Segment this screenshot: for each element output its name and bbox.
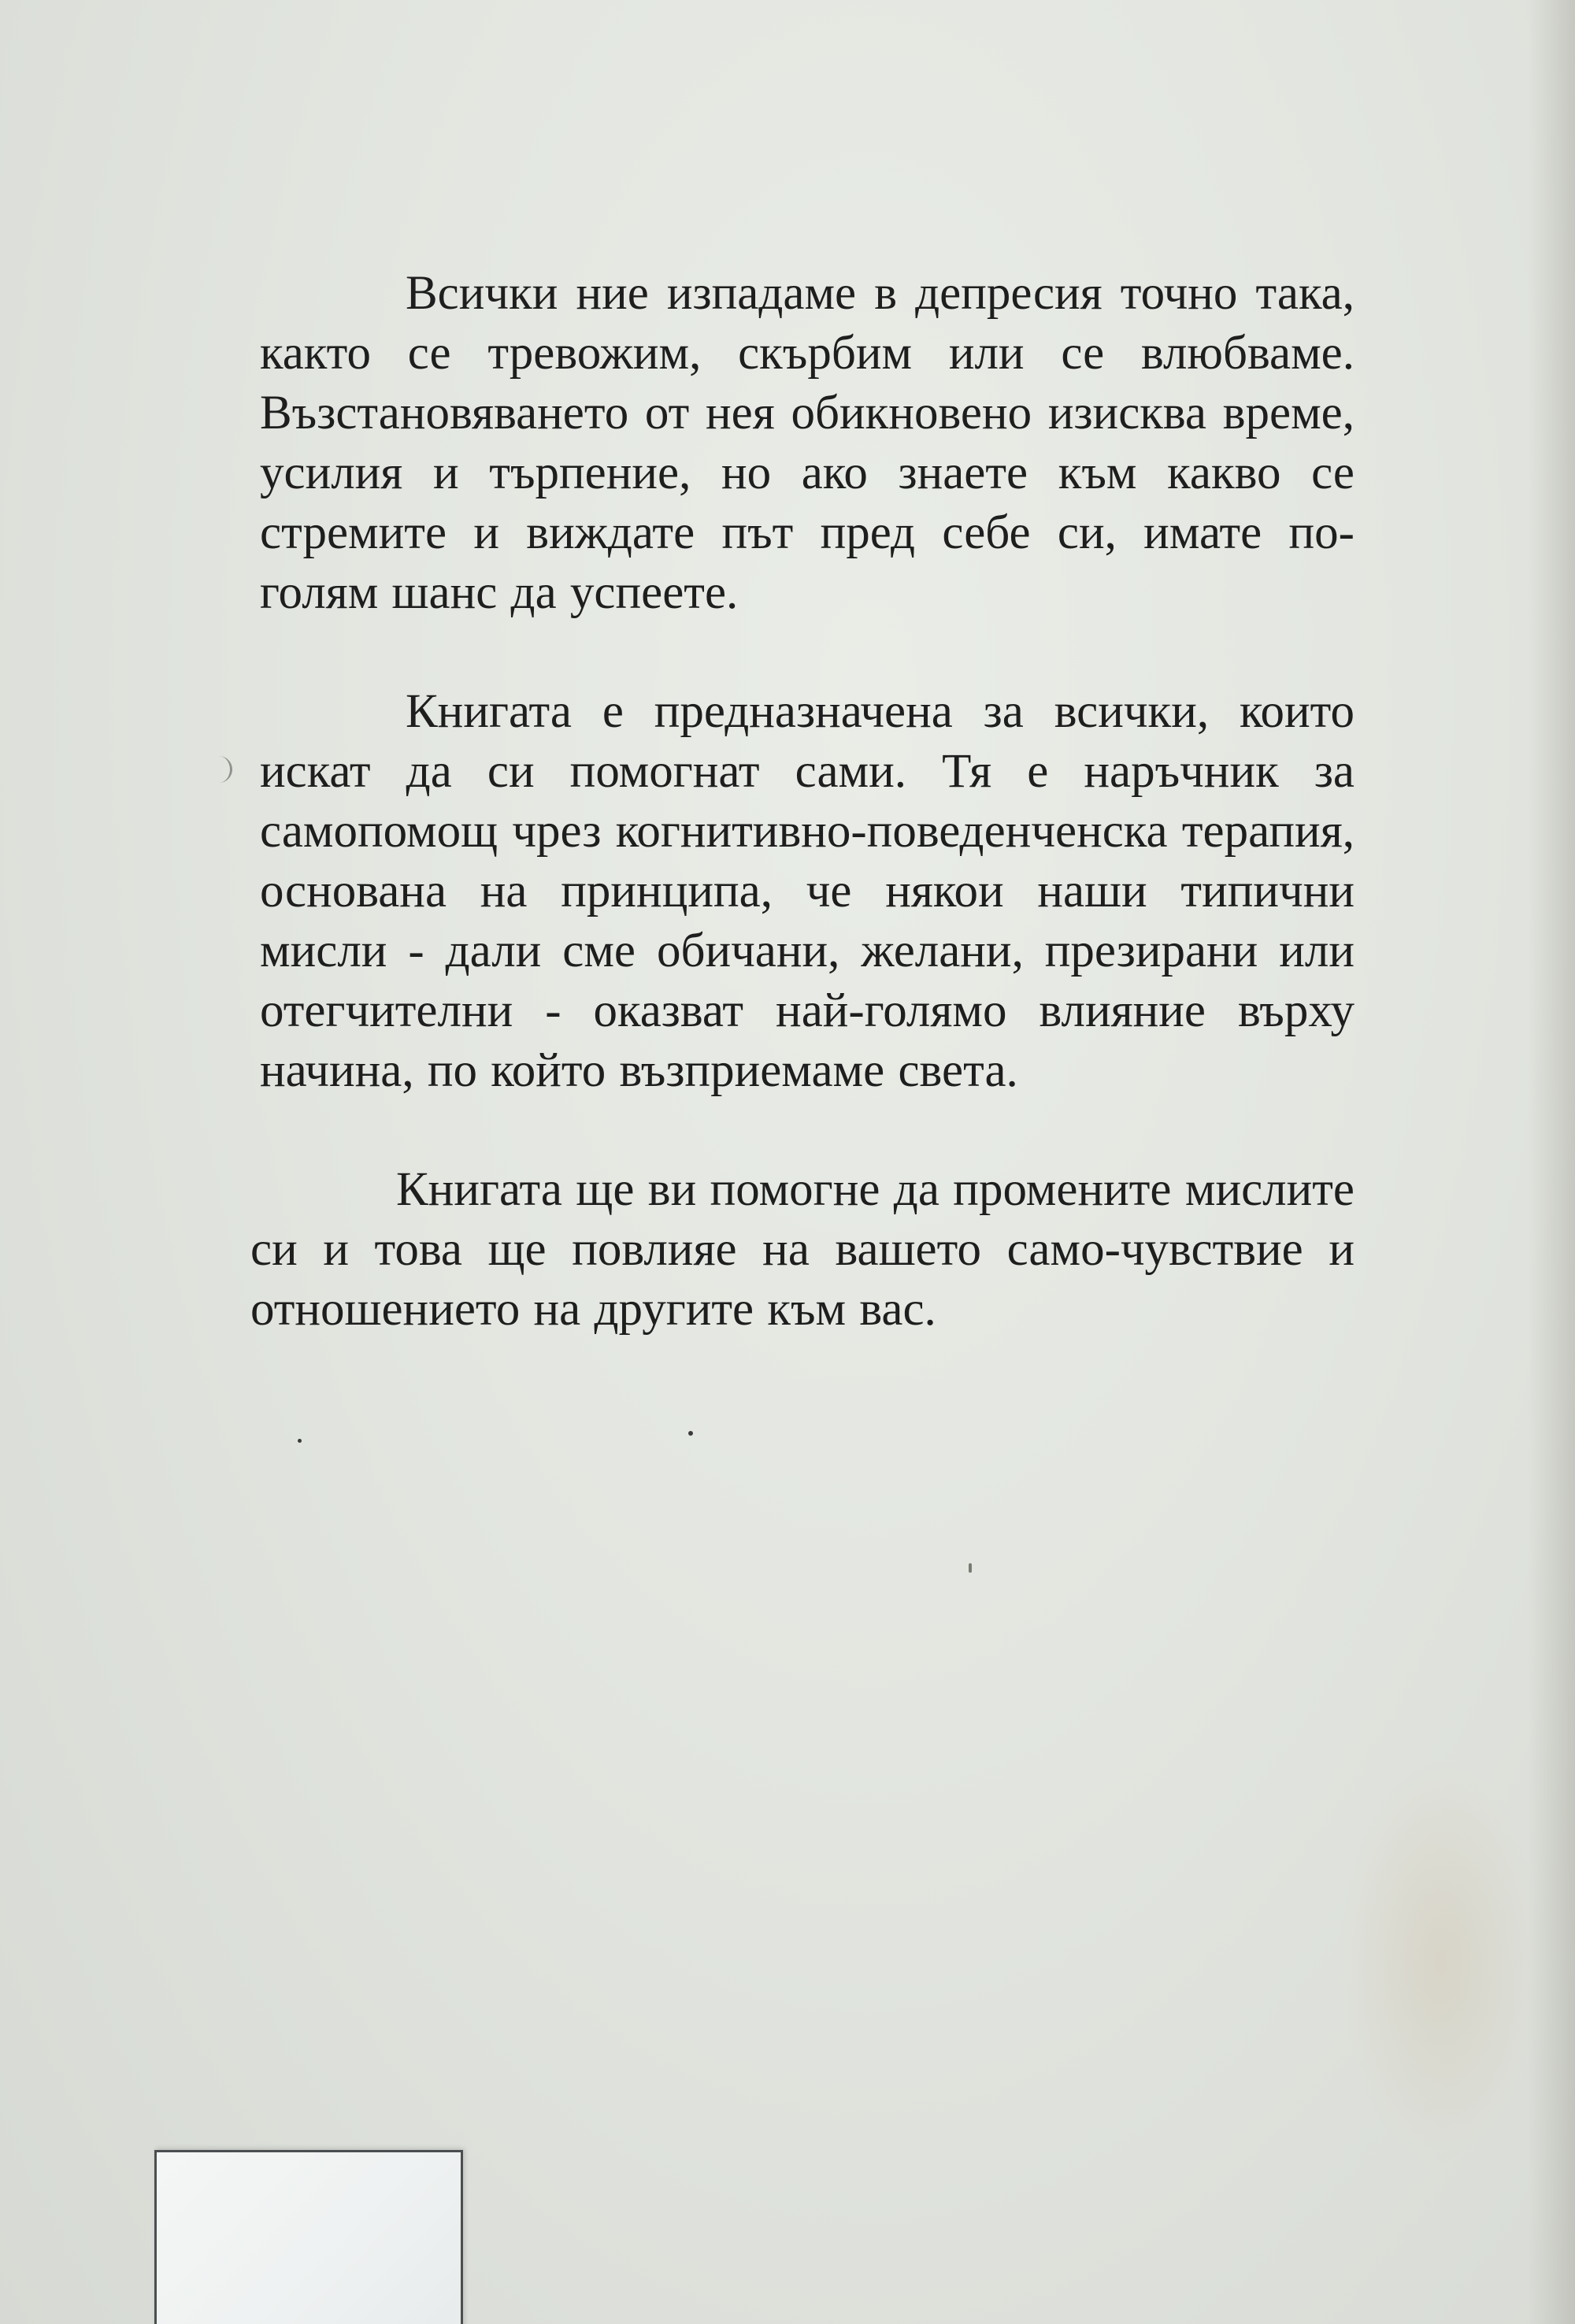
page-crease-mark [219,756,232,783]
cover-stain [1339,1757,1544,2166]
blurb-paragraph-2: Книгата е предназначена за всички, които искат да си помогнат сами. Тя е наръчник за самопомощ чрез когнитивно-поведенченска терапия, основана на принципа, че някои наши типични мисли - дали сме обичани, желани, презирани или отегчителни - оказват най-голямо влияние върху начина, по който възприемаме света. [260,685,1354,1097]
barcode-sticker-blank [154,2150,463,2324]
blurb-text-block [250,264,1354,1399]
blurb-paragraph-1: Всички ние изпадаме в депресия точно така, както се тревожим, скърбим или се влюбваме. Възстановяването от нея обикновено изисква време, усилия и търпение, но ако знаете към какво се стремите и виждате път пред себе си, имате по-голям шанс да успеете. [260,267,1354,619]
dust-speck [298,1439,302,1443]
dust-speck [969,1563,972,1573]
dust-speck [688,1431,693,1436]
blurb-paragraph-3: Книгата ще ви помогне да промените мислите си и това ще повлияе на вашето само-чувствие и отношението на другите към вас. [250,1163,1354,1336]
